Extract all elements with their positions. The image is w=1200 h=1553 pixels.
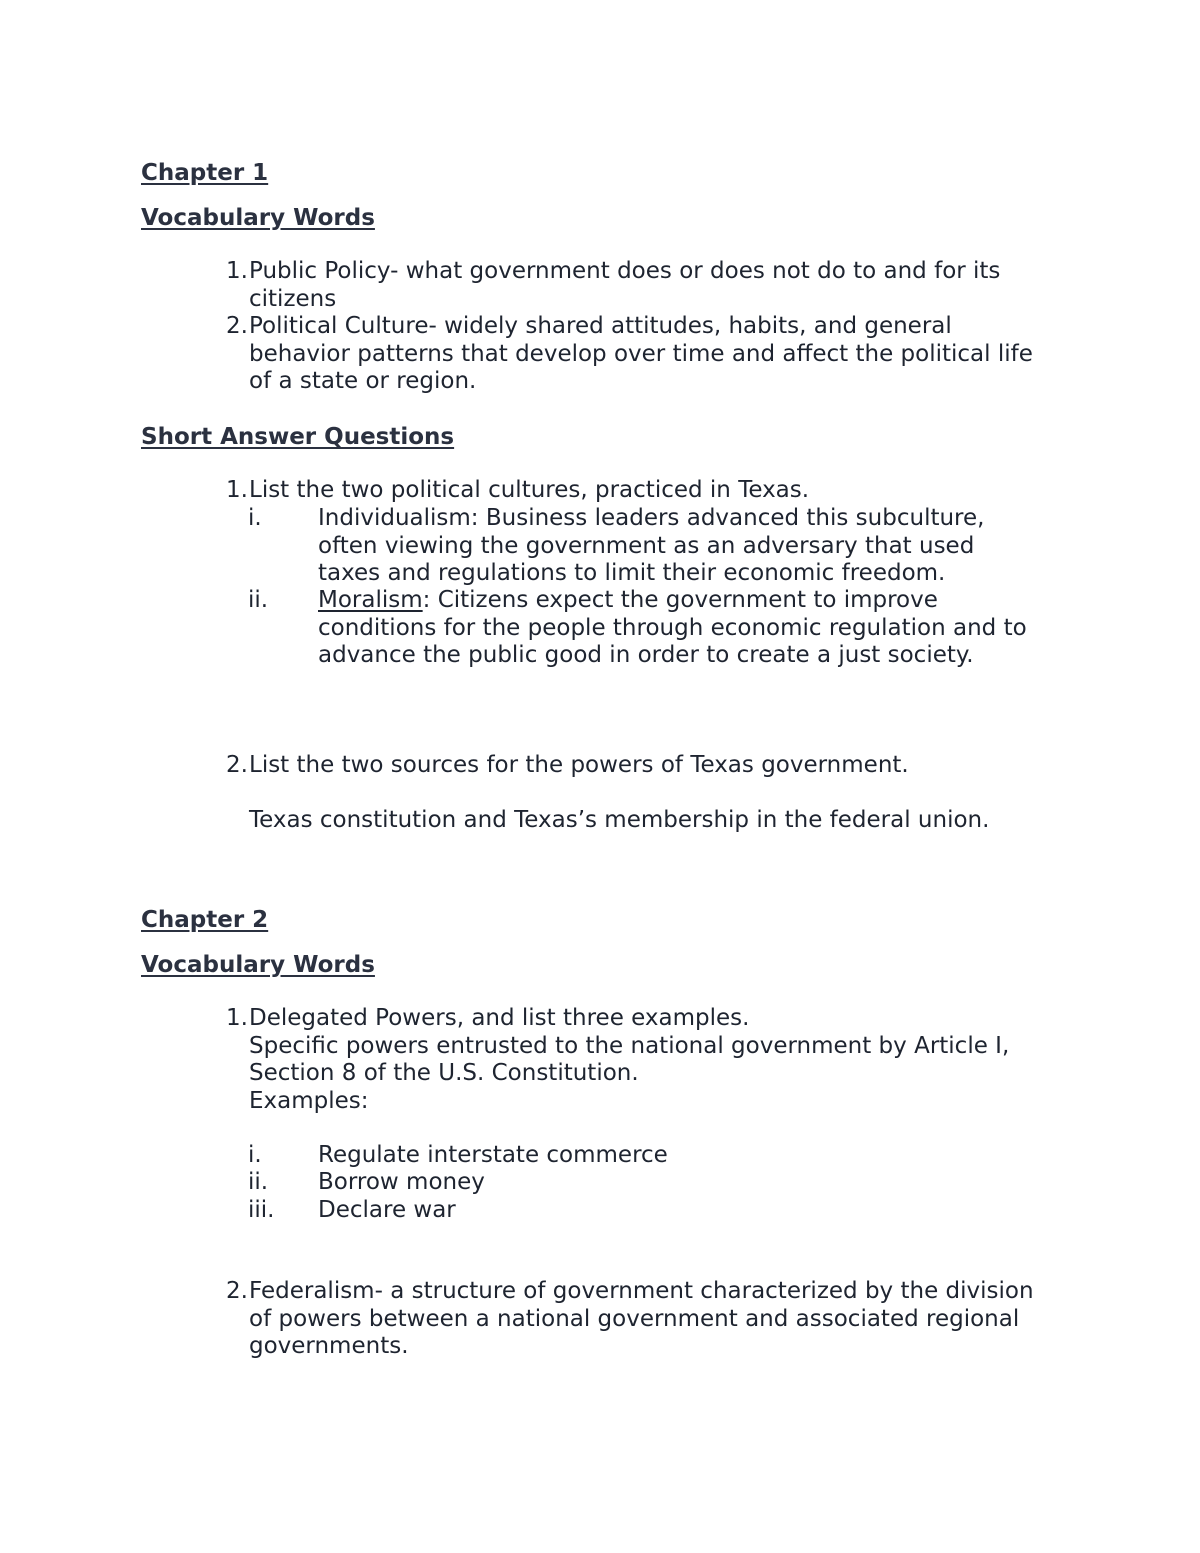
short-answer-question-2	[212, 752, 909, 780]
list-marker: 2.	[226, 1278, 248, 1304]
subitem-line: taxes and regulations to limit their economic freedom.	[318, 560, 946, 586]
vocab-line: Section 8 of the U.S. Constitution.	[249, 1060, 639, 1086]
vocab-line: Examples:	[249, 1087, 369, 1114]
chapter-2-vocab-heading: Vocabulary Words	[141, 952, 375, 978]
chapter-1-vocab-heading: Vocabulary Words	[141, 205, 375, 231]
question-text: List the two sources for the powers of Texas government.	[249, 752, 909, 778]
moralism-definition-start: : Citizens expect the government to improve	[422, 587, 938, 613]
subitem-moralism	[248, 587, 1027, 670]
list-marker: 1.	[226, 477, 248, 503]
chapter-2-vocab-item-2	[212, 1278, 1034, 1361]
example-text: Borrow money	[318, 1169, 485, 1195]
vocab-line: Delegated Powers, and list three examples.	[249, 1005, 750, 1031]
example-3	[248, 1197, 456, 1225]
vocab-line: citizens	[249, 285, 337, 312]
example-text: Declare war	[318, 1197, 456, 1223]
vocab-line: Political Culture- widely shared attitudes, habits, and general	[249, 313, 952, 339]
roman-marker: ii.	[248, 1169, 269, 1195]
vocab-line: governments.	[249, 1333, 409, 1359]
list-marker: 2.	[226, 313, 248, 339]
roman-marker: i.	[248, 505, 262, 531]
short-answer-heading: Short Answer Questions	[141, 424, 455, 450]
example-2	[248, 1169, 485, 1197]
roman-marker: i.	[248, 1142, 262, 1168]
list-marker: 2.	[226, 752, 248, 778]
vocab-line: Public Policy- what government does or does not do to and for its	[249, 258, 1001, 284]
list-marker: 1.	[226, 258, 248, 284]
roman-marker: ii.	[248, 587, 269, 613]
short-answer-question-1	[212, 477, 809, 505]
vocab-line: behavior patterns that develop over time and affect the political life	[249, 340, 1033, 367]
subitem-line: often viewing the government as an adversary that used	[318, 532, 975, 559]
chapter-1-heading: Chapter 1	[141, 160, 269, 186]
roman-marker: iii.	[248, 1197, 275, 1223]
vocab-line: of a state or region.	[249, 368, 477, 394]
subitem-individualism	[248, 505, 984, 588]
chapter-2-vocab-item-1	[212, 1005, 1009, 1115]
example-1	[248, 1142, 668, 1170]
subitem-line: Individualism: Business leaders advanced this subculture,	[318, 505, 985, 531]
question-2-answer: Texas constitution and Texas’s membership in the federal union.	[249, 807, 990, 833]
subitem-line	[318, 587, 1027, 615]
chapter-1-vocab-item-2	[212, 313, 1033, 396]
vocab-line: Federalism- a structure of government characterized by the division	[249, 1278, 1034, 1304]
subitem-line: advance the public good in order to create a just society.	[318, 642, 974, 668]
chapter-1-vocab-item-1	[212, 258, 1000, 313]
list-marker: 1.	[226, 1005, 248, 1031]
subitem-line: conditions for the people through economic regulation and to	[318, 614, 1027, 641]
example-text: Regulate interstate commerce	[318, 1142, 668, 1168]
vocab-line: of powers between a national government and associated regional	[249, 1305, 1020, 1332]
vocab-line: Specific powers entrusted to the national government by Article I,	[249, 1032, 1010, 1059]
moralism-term: Moralism	[318, 587, 423, 613]
chapter-2-heading: Chapter 2	[141, 907, 269, 933]
question-text: List the two political cultures, practiced in Texas.	[249, 477, 810, 503]
